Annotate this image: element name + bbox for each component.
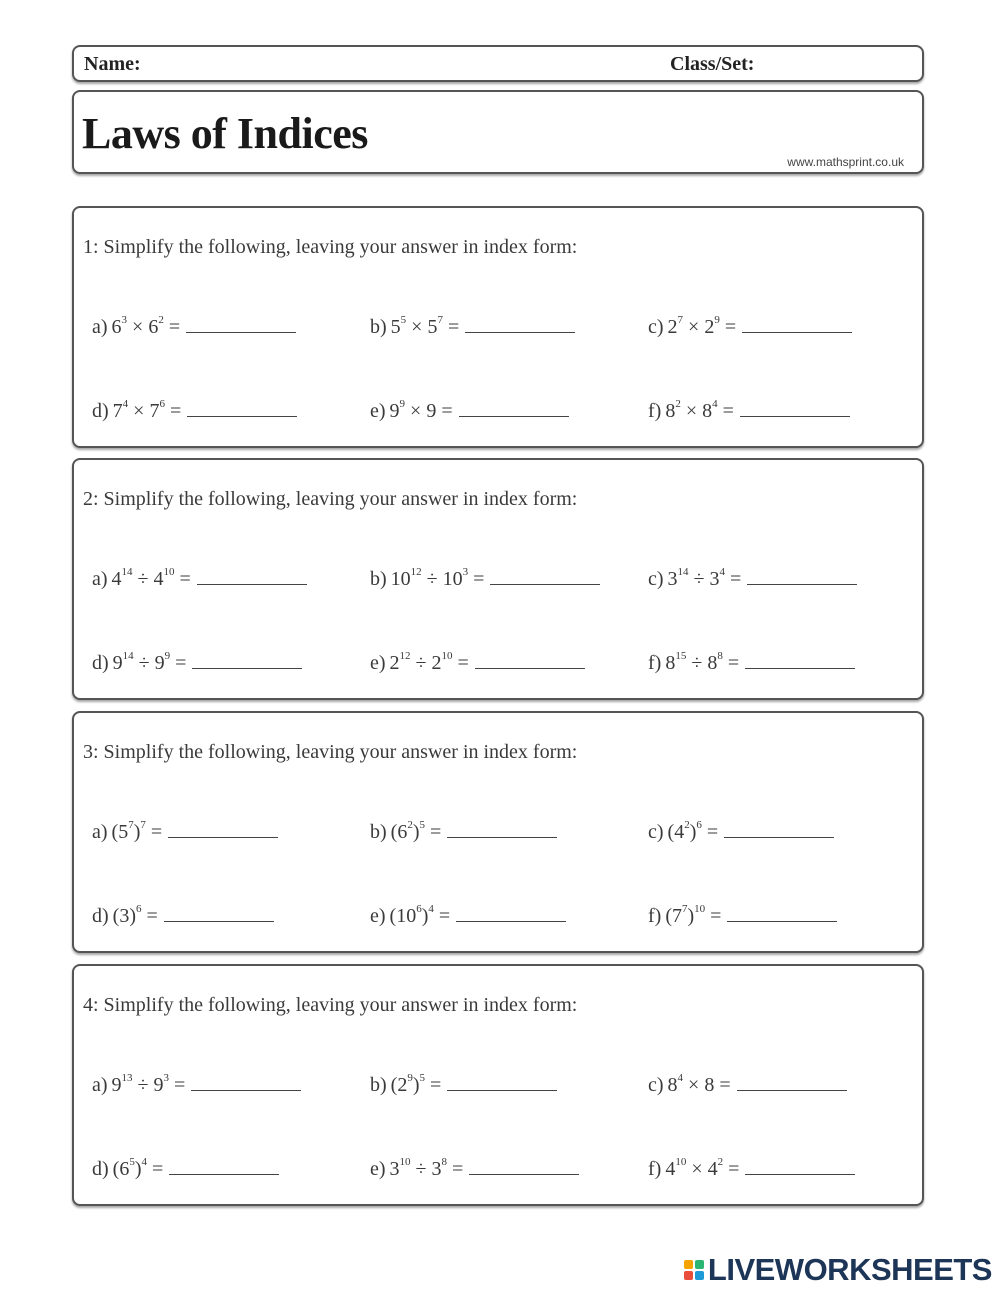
expression-base: = xyxy=(442,316,460,338)
expression-base: ) xyxy=(134,1158,142,1180)
expression-base: = xyxy=(174,568,191,590)
answer-blank[interactable] xyxy=(192,650,302,669)
exponent: 9 xyxy=(164,650,171,663)
item-label: d) xyxy=(92,1158,109,1180)
expression-base: = xyxy=(701,821,719,843)
expression-base: × 8 = xyxy=(683,1074,731,1096)
expression-base: × 9 = xyxy=(405,400,453,422)
question-item xyxy=(648,1072,847,1097)
exponent: 6 xyxy=(159,398,165,411)
exponent: 10 xyxy=(694,903,706,916)
exponent: 3 xyxy=(462,566,469,579)
expression-base: = xyxy=(717,400,734,422)
exponent: 6 xyxy=(696,819,702,832)
expression-base: (10 xyxy=(389,905,417,927)
item-label: d) xyxy=(92,652,109,674)
exponent: 9 xyxy=(714,314,720,327)
expression-base: 8 xyxy=(707,652,718,674)
logo-tile-4 xyxy=(695,1271,704,1280)
answer-blank[interactable] xyxy=(186,314,296,333)
question-item xyxy=(92,1072,301,1097)
expression-base: ÷ xyxy=(421,568,443,590)
expression-base: 9 xyxy=(112,652,123,674)
exponent: 12 xyxy=(410,566,422,579)
expression-base: 4 xyxy=(111,568,122,590)
expression-base: (6 xyxy=(390,821,408,843)
exponent: 5 xyxy=(400,314,407,327)
expression-base: ) xyxy=(412,821,420,843)
exponent: 6 xyxy=(136,903,142,916)
expression-base: 9 xyxy=(153,1074,164,1096)
expression-base: 3 xyxy=(389,1158,400,1180)
exponent: 4 xyxy=(719,566,726,579)
exponent: 2 xyxy=(684,819,690,832)
item-label: c) xyxy=(648,568,664,590)
exponent: 4 xyxy=(677,1072,684,1085)
answer-blank[interactable] xyxy=(164,903,274,922)
answer-blank[interactable] xyxy=(447,819,557,838)
answer-blank[interactable] xyxy=(727,903,837,922)
question-heading: 2: Simplify the following, leaving your answer in index form: xyxy=(83,488,578,510)
question-heading: 1: Simplify the following, leaving your answer in index form: xyxy=(83,236,578,258)
expression-base: (3) xyxy=(112,905,136,927)
expression-base: 2 xyxy=(431,652,442,674)
expression-base: 9 xyxy=(389,400,400,422)
question-item xyxy=(92,650,302,675)
question-item xyxy=(648,1156,855,1181)
answer-blank[interactable] xyxy=(168,819,278,838)
exponent: 4 xyxy=(712,398,718,411)
expression-base: = xyxy=(141,905,158,927)
exponent: 7 xyxy=(140,819,146,832)
logo-tile-3 xyxy=(684,1271,693,1280)
answer-blank[interactable] xyxy=(456,903,566,922)
exponent: 8 xyxy=(441,1156,448,1169)
exponent: 10 xyxy=(675,1156,687,1169)
expression-base: 8 xyxy=(667,1074,678,1096)
exponent: 10 xyxy=(441,650,453,663)
expression-base: = xyxy=(164,400,182,422)
question-item xyxy=(370,1156,579,1181)
item-label: b) xyxy=(370,1074,387,1096)
question-1-box xyxy=(72,206,924,448)
answer-blank[interactable] xyxy=(191,1072,301,1091)
expression-base: 6 xyxy=(111,316,122,338)
logo-text: LIVEWORKSHEETS xyxy=(707,1252,992,1287)
expression-base: 9 xyxy=(111,1074,122,1096)
answer-blank[interactable] xyxy=(465,314,575,333)
exponent: 15 xyxy=(675,650,687,663)
expression-base: = xyxy=(447,1158,464,1180)
expression-base: = xyxy=(723,1158,740,1180)
expression-base: × xyxy=(680,400,703,422)
expression-base: = xyxy=(425,1074,442,1096)
expression-base: × xyxy=(686,1158,708,1180)
exponent: 7 xyxy=(677,314,684,327)
exponent: 3 xyxy=(121,314,128,327)
exponent: 6 xyxy=(416,903,422,916)
item-label: c) xyxy=(648,821,664,843)
expression-base: 2 xyxy=(704,316,715,338)
item-label: c) xyxy=(648,1074,664,1096)
exponent: 2 xyxy=(717,1156,724,1169)
worksheet-title: Laws of Indices xyxy=(82,109,368,158)
expression-base: (7 xyxy=(665,905,682,927)
expression-base: = xyxy=(147,1158,164,1180)
exponent: 14 xyxy=(122,650,134,663)
expression-base: = xyxy=(719,316,737,338)
question-item xyxy=(370,903,566,928)
expression-base: 7 xyxy=(149,400,160,422)
expression-base: 8 xyxy=(702,400,713,422)
answer-blank[interactable] xyxy=(742,314,852,333)
item-label: f) xyxy=(648,652,662,674)
expression-base: ) xyxy=(421,905,429,927)
expression-base: × xyxy=(127,316,149,338)
expression-base: 2 xyxy=(389,652,400,674)
exponent: 9 xyxy=(407,1072,413,1085)
expression-base: = xyxy=(452,652,469,674)
expression-base: 7 xyxy=(112,400,123,422)
question-item xyxy=(648,398,850,423)
expression-base: 8 xyxy=(665,652,676,674)
item-label: e) xyxy=(370,1158,386,1180)
expression-base: = xyxy=(169,1074,186,1096)
question-item xyxy=(370,819,557,844)
expression-base: (5 xyxy=(111,821,129,843)
expression-base: ÷ xyxy=(133,652,155,674)
item-label: a) xyxy=(92,821,108,843)
expression-base: 3 xyxy=(431,1158,442,1180)
expression-base: = xyxy=(722,652,740,674)
expression-base: 5 xyxy=(427,316,438,338)
expression-base: ÷ xyxy=(132,1074,154,1096)
answer-blank[interactable] xyxy=(740,398,850,417)
expression-base: = xyxy=(705,905,722,927)
answer-blank[interactable] xyxy=(745,1156,855,1175)
item-label: a) xyxy=(92,568,108,590)
question-item xyxy=(92,1156,279,1181)
liveworksheets-logo-icon xyxy=(684,1260,704,1280)
answer-blank[interactable] xyxy=(447,1072,557,1091)
expression-base: 3 xyxy=(667,568,678,590)
exponent: 3 xyxy=(163,1072,170,1085)
expression-base: ÷ xyxy=(132,568,154,590)
question-4-box xyxy=(72,964,924,1206)
expression-base: 4 xyxy=(707,1158,718,1180)
answer-blank[interactable] xyxy=(724,819,834,838)
expression-base: 2 xyxy=(667,316,678,338)
item-label: b) xyxy=(370,821,387,843)
item-label: d) xyxy=(92,905,109,927)
question-item xyxy=(92,903,274,928)
exponent: 5 xyxy=(129,1156,135,1169)
question-3-box xyxy=(72,711,924,953)
expression-base: ÷ xyxy=(410,1158,432,1180)
expression-base: × xyxy=(406,316,428,338)
item-label: f) xyxy=(648,1158,662,1180)
exponent: 7 xyxy=(682,903,688,916)
question-item xyxy=(370,650,585,675)
exponent: 5 xyxy=(419,819,426,832)
expression-base: ÷ xyxy=(686,652,708,674)
question-item xyxy=(92,819,278,844)
expression-base: ) xyxy=(133,821,141,843)
name-class-box xyxy=(72,45,924,82)
expression-base: = xyxy=(433,905,451,927)
expression-base: 10 xyxy=(390,568,411,590)
exponent: 2 xyxy=(158,314,164,327)
question-item xyxy=(648,566,857,591)
answer-blank[interactable] xyxy=(459,398,569,417)
question-heading: 4: Simplify the following, leaving your answer in index form: xyxy=(83,994,578,1016)
expression-base: (4 xyxy=(667,821,685,843)
exponent: 10 xyxy=(399,1156,411,1169)
logo-tile-2 xyxy=(695,1260,704,1269)
item-label: e) xyxy=(370,652,386,674)
website-url: www.mathsprint.co.uk xyxy=(787,155,904,169)
expression-base: 6 xyxy=(148,316,159,338)
exponent: 2 xyxy=(407,819,413,832)
exponent: 14 xyxy=(677,566,689,579)
question-2-box xyxy=(72,458,924,700)
exponent: 13 xyxy=(121,1072,133,1085)
expression-base: 4 xyxy=(153,568,164,590)
item-label: a) xyxy=(92,1074,108,1096)
answer-blank[interactable] xyxy=(197,566,307,585)
question-heading: 3: Simplify the following, leaving your answer in index form: xyxy=(83,741,578,763)
item-label: e) xyxy=(370,400,386,422)
expression-base: 4 xyxy=(665,1158,676,1180)
expression-base: 9 xyxy=(154,652,165,674)
expression-base: 3 xyxy=(709,568,720,590)
expression-base: × xyxy=(128,400,150,422)
exponent: 5 xyxy=(419,1072,426,1085)
exponent: 14 xyxy=(121,566,133,579)
question-item xyxy=(370,314,575,339)
expression-base: 8 xyxy=(665,400,676,422)
exponent: 7 xyxy=(437,314,443,327)
liveworksheets-logo xyxy=(684,1252,992,1288)
answer-blank[interactable] xyxy=(169,1156,279,1175)
expression-base: ÷ xyxy=(410,652,432,674)
expression-base: = xyxy=(170,652,187,674)
answer-blank[interactable] xyxy=(747,566,857,585)
question-item xyxy=(648,650,855,675)
question-item xyxy=(648,819,834,844)
item-label: f) xyxy=(648,400,662,422)
expression-base: ) xyxy=(412,1074,420,1096)
exponent: 4 xyxy=(428,903,434,916)
expression-base: = xyxy=(145,821,163,843)
answer-blank[interactable] xyxy=(475,650,585,669)
exponent: 12 xyxy=(399,650,411,663)
expression-base: = xyxy=(468,568,485,590)
expression-base: ) xyxy=(689,821,697,843)
expression-base: × xyxy=(683,316,705,338)
item-label: c) xyxy=(648,316,664,338)
name-label: Name: xyxy=(84,53,141,75)
question-item xyxy=(92,566,307,591)
question-item xyxy=(648,903,837,928)
class-set-label: Class/Set: xyxy=(670,53,755,75)
answer-blank[interactable] xyxy=(490,566,600,585)
exponent: 2 xyxy=(675,398,681,411)
expression-base: = xyxy=(425,821,442,843)
answer-blank[interactable] xyxy=(469,1156,579,1175)
question-item xyxy=(92,398,297,423)
answer-blank[interactable] xyxy=(745,650,855,669)
item-label: a) xyxy=(92,316,108,338)
exponent: 8 xyxy=(717,650,723,663)
answer-blank[interactable] xyxy=(737,1072,847,1091)
item-label: b) xyxy=(370,316,387,338)
exponent: 9 xyxy=(399,398,406,411)
expression-base: (6 xyxy=(112,1158,130,1180)
expression-base: 5 xyxy=(390,316,401,338)
logo-tile-1 xyxy=(684,1260,693,1269)
item-label: e) xyxy=(370,905,386,927)
exponent: 4 xyxy=(141,1156,148,1169)
question-item xyxy=(370,566,600,591)
question-item xyxy=(370,398,569,423)
item-label: f) xyxy=(648,905,662,927)
exponent: 10 xyxy=(163,566,175,579)
item-label: d) xyxy=(92,400,109,422)
question-item xyxy=(648,314,852,339)
question-item xyxy=(370,1072,557,1097)
expression-base: ) xyxy=(687,905,695,927)
expression-base: ÷ xyxy=(688,568,710,590)
exponent: 7 xyxy=(128,819,134,832)
exponent: 4 xyxy=(122,398,129,411)
question-item xyxy=(92,314,296,339)
item-label: b) xyxy=(370,568,387,590)
expression-base: = xyxy=(163,316,181,338)
expression-base: 10 xyxy=(442,568,463,590)
title-box xyxy=(72,90,924,174)
expression-base: (2 xyxy=(390,1074,408,1096)
expression-base: = xyxy=(725,568,742,590)
answer-blank[interactable] xyxy=(187,398,297,417)
